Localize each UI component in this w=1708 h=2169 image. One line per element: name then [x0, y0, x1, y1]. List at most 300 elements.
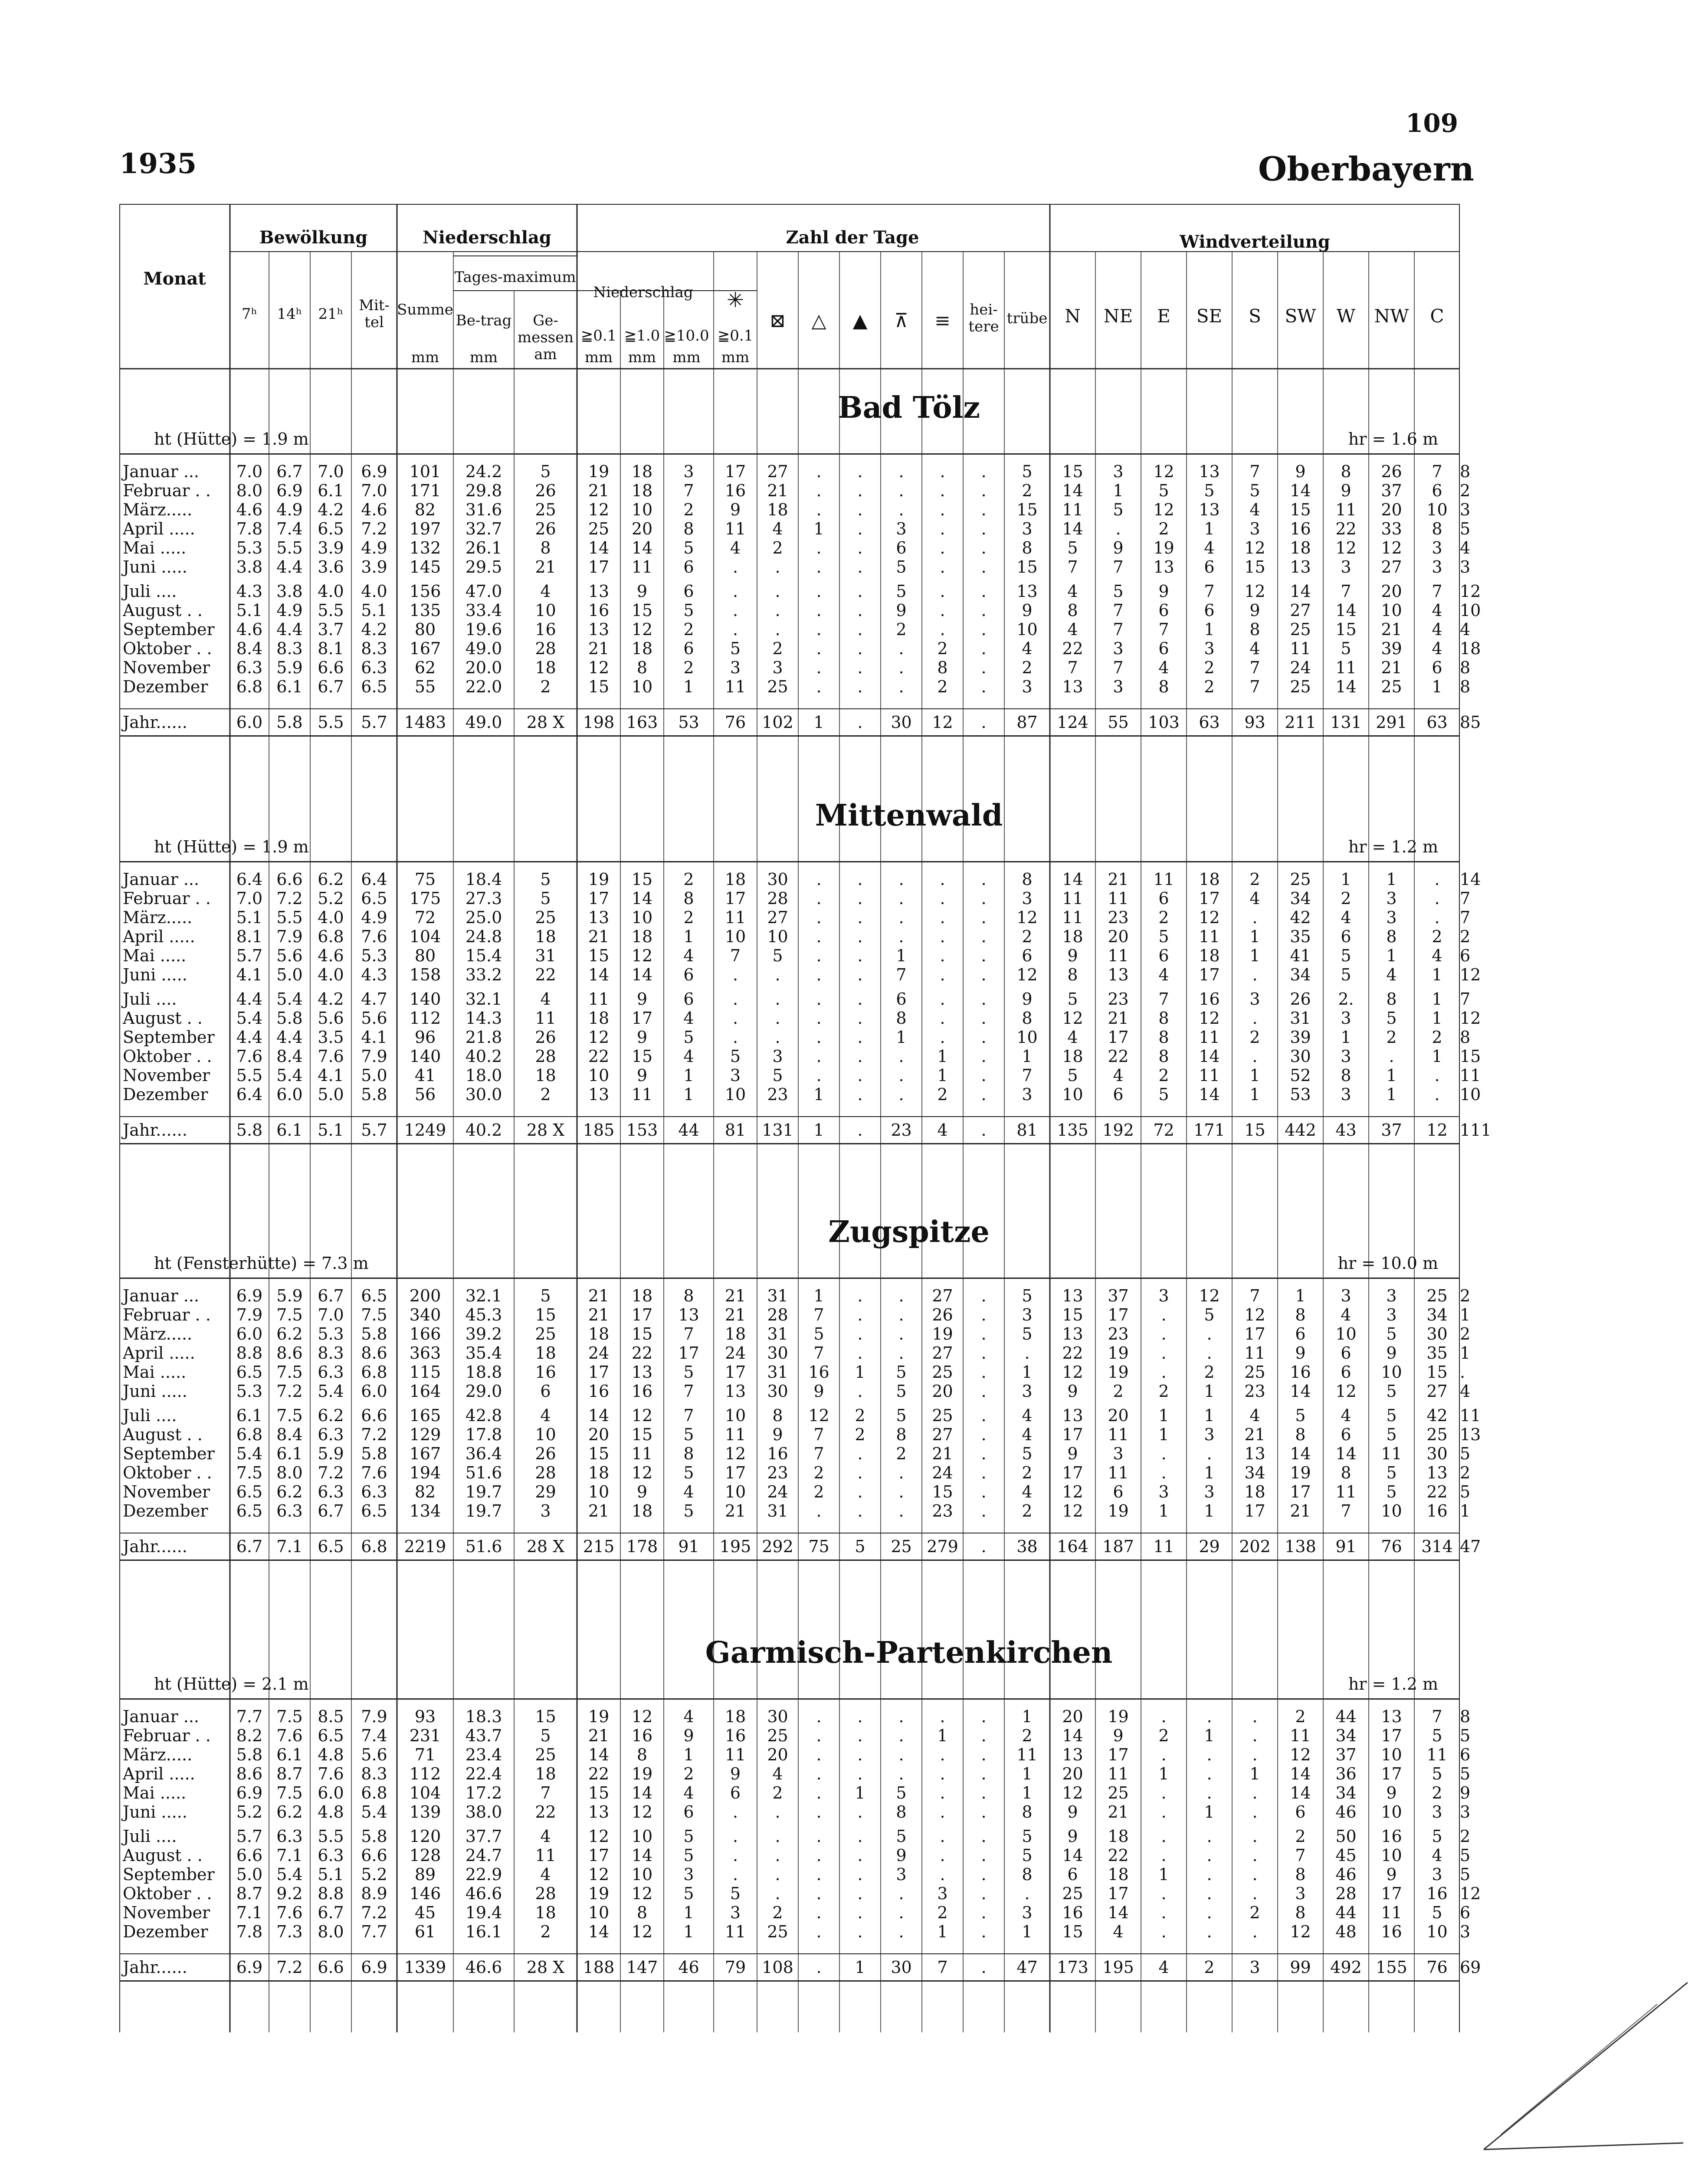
data-cell: 4.2	[361, 620, 387, 639]
data-cell: 10	[631, 1827, 653, 1846]
data-cell: 47.0	[465, 582, 502, 601]
month-label: Mai .....	[123, 538, 187, 557]
data-cell: 19	[1153, 538, 1174, 557]
data-cell: 19	[1290, 1463, 1311, 1482]
data-cell: 29.5	[465, 557, 502, 577]
data-cell: 4.7	[361, 989, 387, 1009]
data-cell: .	[981, 1903, 987, 1922]
data-cell: 23	[1244, 1382, 1265, 1401]
month-label: August . .	[123, 601, 203, 620]
data-cell: 5	[1341, 965, 1351, 984]
data-cell: 2	[937, 677, 948, 696]
data-cell: 46.6	[465, 1884, 502, 1903]
data-cell: 30.0	[465, 1085, 502, 1104]
data-cell: 2	[937, 1085, 948, 1104]
data-cell: 6.0	[361, 1382, 387, 1401]
data-cell: 7.0	[236, 889, 263, 908]
data-cell: 5	[683, 538, 694, 557]
data-cell: 6	[1460, 1903, 1471, 1922]
data-cell: 11	[725, 519, 746, 538]
data-cell: 44	[1335, 1707, 1357, 1726]
data-cell: 7.0	[236, 462, 263, 481]
data-cell: 3	[683, 1865, 694, 1884]
data-cell: 22	[535, 965, 556, 984]
data-cell: .	[1389, 1047, 1394, 1066]
data-cell: 112	[409, 1009, 441, 1028]
data-cell: 6.9	[236, 1286, 263, 1305]
data-cell: .	[898, 1726, 904, 1745]
header-unit-n1: mm	[584, 349, 613, 366]
data-cell: 8	[1158, 1009, 1169, 1028]
data-cell: 42	[1426, 1406, 1448, 1425]
data-cell: 7.9	[361, 1047, 387, 1066]
data-cell: 3	[1022, 1085, 1033, 1104]
data-cell: .	[940, 500, 945, 519]
total-cell: 173	[1057, 1958, 1088, 1977]
data-cell: .	[898, 1482, 904, 1501]
data-cell: 8.7	[276, 1764, 303, 1783]
data-cell: 22	[588, 1764, 610, 1783]
data-cell: 25	[1108, 1783, 1129, 1802]
data-cell: 10	[1381, 1846, 1402, 1865]
data-cell: .	[981, 1406, 987, 1425]
data-cell: 10	[1381, 601, 1402, 620]
section-rule	[119, 453, 1460, 455]
total-cell: 55	[1108, 713, 1129, 732]
data-cell: 15	[588, 946, 610, 965]
month-label: November	[123, 1903, 210, 1922]
data-cell: 15.4	[465, 946, 502, 965]
data-cell: 19	[1108, 1363, 1129, 1382]
data-cell: 27	[1381, 557, 1402, 577]
data-cell: 4.1	[361, 1028, 387, 1047]
data-cell: 5	[1386, 1463, 1397, 1482]
data-cell: 18.4	[465, 870, 502, 889]
data-cell: 2	[1204, 677, 1215, 696]
data-cell: .	[981, 1827, 987, 1846]
data-cell: 5	[1022, 1827, 1033, 1846]
data-cell: 10	[1062, 1085, 1083, 1104]
data-cell: 3	[1386, 1305, 1397, 1324]
data-cell: .	[816, 639, 822, 658]
data-cell: .	[1206, 1343, 1212, 1363]
data-cell: 12	[1244, 538, 1265, 557]
data-cell: .	[1024, 1343, 1030, 1363]
data-cell: 1	[683, 1066, 694, 1085]
data-cell: 6.3	[236, 658, 263, 677]
data-cell: 120	[409, 1827, 441, 1846]
data-cell: 6	[1113, 1085, 1124, 1104]
data-cell: 6.1	[276, 677, 303, 696]
header-unit-betrag: mm	[469, 349, 498, 366]
data-cell: 21	[1290, 1501, 1311, 1520]
data-cell: 26	[535, 519, 556, 538]
data-cell: 12	[1062, 1009, 1083, 1028]
data-cell: 6.6	[276, 870, 303, 889]
data-cell: 8	[937, 658, 948, 677]
data-cell: 115	[409, 1363, 441, 1382]
data-cell: 3	[1113, 677, 1124, 696]
data-cell: 4	[1432, 620, 1442, 639]
data-cell: 12	[1199, 908, 1220, 927]
month-label: Oktober . .	[123, 1047, 212, 1066]
data-cell: 7.5	[361, 1305, 387, 1324]
data-cell: 9	[772, 1425, 783, 1444]
data-cell: 1	[1204, 1802, 1215, 1822]
data-cell: 5.8	[361, 1085, 387, 1104]
data-cell: .	[732, 620, 738, 639]
data-cell: 1	[1158, 1501, 1169, 1520]
total-cell: 91	[1335, 1537, 1357, 1556]
data-cell: 8	[636, 1745, 648, 1764]
data-cell: 9	[1022, 989, 1033, 1009]
total-cell: 28 X	[526, 1958, 565, 1977]
data-cell: 31.6	[465, 500, 502, 519]
fog-icon: ≡	[934, 310, 951, 332]
data-cell: 14	[1335, 1444, 1357, 1463]
data-cell: 6.3	[361, 1482, 387, 1501]
data-cell: 13	[725, 1382, 746, 1401]
month-label: Januar ...	[123, 1707, 199, 1726]
data-cell: .	[732, 1865, 738, 1884]
data-cell: .	[940, 1707, 945, 1726]
data-cell: 26	[1290, 989, 1311, 1009]
data-cell: 6.7	[318, 1286, 344, 1305]
data-cell: 11	[631, 1444, 653, 1463]
header-betrag: Be-trag	[456, 312, 512, 329]
data-cell: 7	[1158, 620, 1169, 639]
data-cell: 10	[535, 1425, 556, 1444]
data-cell: 8	[1460, 658, 1471, 677]
data-cell: 20	[1381, 582, 1402, 601]
data-cell: 7.6	[361, 1463, 387, 1482]
data-cell: 1	[1249, 927, 1260, 946]
station-title: Bad Tölz	[837, 390, 980, 425]
data-cell: 5.4	[361, 1802, 387, 1822]
data-cell: 5	[896, 1406, 907, 1425]
data-cell: .	[981, 601, 987, 620]
data-cell: .	[857, 1463, 863, 1482]
total-cell: 29	[1199, 1537, 1220, 1556]
data-cell: 4	[1022, 1406, 1033, 1425]
data-cell: 146	[409, 1884, 441, 1903]
data-cell: 14	[1335, 601, 1357, 620]
data-cell: 21	[535, 557, 556, 577]
data-cell: 1	[1249, 1764, 1260, 1783]
data-cell: 46	[1335, 1865, 1357, 1884]
data-cell: 6.6	[361, 1406, 387, 1425]
data-cell: 2	[1158, 1382, 1169, 1401]
header-wind-nw: NW	[1374, 305, 1409, 327]
data-cell: .	[981, 1085, 987, 1104]
data-cell: 17	[1062, 1425, 1083, 1444]
data-cell: .	[981, 462, 987, 481]
data-cell: 8.6	[276, 1343, 303, 1363]
data-cell: 15	[588, 1783, 610, 1802]
data-cell: 14	[631, 965, 653, 984]
total-cell: 202	[1239, 1537, 1271, 1556]
data-cell: 6	[1022, 946, 1033, 965]
total-rule	[119, 708, 1460, 709]
data-cell: 1	[1204, 1406, 1215, 1425]
data-cell: 4.0	[361, 582, 387, 601]
data-cell: 24	[767, 1482, 788, 1501]
data-cell: 4.4	[276, 1028, 303, 1047]
data-cell: 1	[1204, 620, 1215, 639]
data-cell: 1	[1432, 965, 1442, 984]
data-cell: 171	[409, 481, 441, 500]
data-cell: 14	[631, 538, 653, 557]
data-cell: .	[981, 989, 987, 1009]
data-cell: 5.3	[236, 1382, 263, 1401]
data-cell: 2	[683, 1764, 694, 1783]
data-cell: 5.8	[361, 1444, 387, 1463]
data-cell: 15	[1062, 1305, 1083, 1324]
data-cell: 8	[683, 1444, 694, 1463]
data-cell: 6	[1158, 889, 1169, 908]
data-cell: 6.9	[276, 481, 303, 500]
data-cell: 14	[588, 538, 610, 557]
data-cell: 30	[1290, 1047, 1311, 1066]
data-cell: .	[1115, 519, 1121, 538]
data-cell: 7	[1460, 889, 1471, 908]
total-cell: 76	[1381, 1537, 1402, 1556]
total-cell: 1339	[404, 1958, 446, 1977]
total-cell: 47	[1460, 1537, 1481, 1556]
month-label: November	[123, 1066, 210, 1085]
data-cell: 5	[540, 870, 551, 889]
data-cell: 6.5	[318, 519, 344, 538]
data-cell: 25	[767, 1726, 788, 1745]
data-cell: 2	[1341, 889, 1351, 908]
data-cell: 6.6	[361, 1846, 387, 1865]
data-cell: 10	[725, 1482, 746, 1501]
data-cell: 2	[1022, 1726, 1033, 1745]
data-cell: .	[857, 1726, 863, 1745]
data-cell: 16	[1199, 989, 1220, 1009]
data-cell: 2	[1158, 519, 1169, 538]
data-cell: 6	[1341, 1343, 1351, 1363]
data-cell: 8.4	[236, 639, 263, 658]
data-cell: 16	[725, 1726, 746, 1745]
data-cell: 5.5	[318, 601, 344, 620]
data-cell: 135	[409, 601, 441, 620]
data-cell: 6.8	[361, 1783, 387, 1802]
data-cell: 2	[1295, 1707, 1306, 1726]
data-cell: 5.6	[318, 1009, 344, 1028]
data-cell: 8	[1022, 1865, 1033, 1884]
data-cell: 140	[409, 989, 441, 1009]
data-cell: 166	[409, 1324, 441, 1343]
total-cell: 43	[1335, 1121, 1357, 1140]
data-cell: 12	[588, 1028, 610, 1047]
data-cell: 12	[1335, 538, 1357, 557]
data-cell: 1	[813, 1085, 824, 1104]
data-cell: 5.6	[361, 1745, 387, 1764]
data-cell: 5	[1067, 538, 1078, 557]
data-cell: 175	[409, 889, 441, 908]
data-cell: .	[775, 1846, 780, 1865]
header-bew-21h: 21ʰ	[318, 305, 344, 323]
data-cell: 12	[1153, 462, 1174, 481]
month-label: Februar . .	[123, 481, 211, 500]
total-cell: 2219	[404, 1537, 446, 1556]
data-cell: 26	[535, 1444, 556, 1463]
data-cell: .	[940, 946, 945, 965]
station-hr: hr = 1.2 m	[1348, 1674, 1438, 1694]
data-cell: 5.9	[318, 1444, 344, 1463]
table-header	[119, 204, 1460, 369]
data-cell: 6.5	[236, 1501, 263, 1520]
total-cell: 187	[1102, 1537, 1134, 1556]
data-cell: .	[857, 557, 863, 577]
data-cell: 7	[1204, 582, 1215, 601]
data-cell: 5.1	[361, 601, 387, 620]
data-cell: .	[816, 658, 822, 677]
hail-icon: ▲	[852, 310, 868, 332]
data-cell: 13	[1381, 1707, 1402, 1726]
data-cell: 9	[1386, 1865, 1397, 1884]
data-cell: 7	[1341, 1501, 1351, 1520]
data-cell: 7	[1022, 1066, 1033, 1085]
data-cell: 22	[588, 1047, 610, 1066]
data-cell: 19	[1108, 1501, 1129, 1520]
data-cell: 12	[1460, 1884, 1481, 1903]
data-cell: 7.1	[276, 1846, 303, 1865]
data-cell: 5	[772, 946, 783, 965]
data-cell: 9.2	[276, 1884, 303, 1903]
data-cell: 4.0	[318, 908, 344, 927]
page-number: 109	[1406, 108, 1459, 138]
data-cell: 18	[535, 1343, 556, 1363]
total-cell: .	[857, 1121, 863, 1140]
data-cell: 340	[409, 1305, 441, 1324]
month-label: März.....	[123, 908, 193, 927]
data-cell: 10	[1381, 1745, 1402, 1764]
total-cell: 171	[1193, 1121, 1225, 1140]
data-cell: 6	[896, 989, 907, 1009]
data-cell: 6	[1158, 946, 1169, 965]
header-wind-n: N	[1065, 305, 1081, 327]
data-cell: 7.6	[318, 1764, 344, 1783]
data-cell: 2	[855, 1425, 865, 1444]
data-cell: 4	[1460, 1382, 1471, 1401]
data-cell: .	[857, 927, 863, 946]
data-cell: 4.9	[361, 908, 387, 927]
total-cell: 1483	[404, 713, 446, 732]
data-cell: 5.2	[318, 889, 344, 908]
data-cell: 6	[1341, 1425, 1351, 1444]
total-cell: 6.6	[318, 1958, 344, 1977]
data-cell: 23	[767, 1085, 788, 1104]
data-cell: 18	[1199, 946, 1220, 965]
data-cell: 21	[1381, 658, 1402, 677]
data-cell: 2	[683, 620, 694, 639]
data-cell: 11	[1335, 500, 1357, 519]
data-cell: 167	[409, 639, 441, 658]
data-cell: 4	[1341, 908, 1351, 927]
data-cell: 7.2	[276, 1382, 303, 1401]
data-cell: 82	[414, 1482, 436, 1501]
total-cell: 5.1	[318, 1121, 344, 1140]
data-cell: 4	[1022, 1482, 1033, 1501]
data-cell: 4	[1113, 1922, 1124, 1941]
data-cell: 7.0	[361, 481, 387, 500]
data-cell: 7	[1295, 1846, 1306, 1865]
data-cell: 13	[1244, 1444, 1265, 1463]
data-cell: 5	[1432, 1726, 1442, 1745]
data-cell: .	[1161, 1846, 1167, 1865]
data-cell: 25	[535, 908, 556, 927]
data-cell: .	[1206, 1783, 1212, 1802]
month-label: Juli ....	[123, 1827, 177, 1846]
data-cell: 12	[1244, 1305, 1265, 1324]
total-cell: 155	[1376, 1958, 1407, 1977]
data-cell: 4	[1249, 1406, 1260, 1425]
data-cell: 21	[767, 481, 788, 500]
data-cell: .	[981, 1382, 987, 1401]
data-cell: 4	[1341, 1406, 1351, 1425]
data-cell: 5.4	[236, 1444, 263, 1463]
data-cell: 6	[1460, 1745, 1471, 1764]
data-cell: 12	[588, 1865, 610, 1884]
data-cell: 11	[1016, 1745, 1038, 1764]
data-cell: 12	[808, 1406, 829, 1425]
total-cell: 124	[1057, 713, 1088, 732]
data-cell: 1	[1295, 1286, 1306, 1305]
data-cell: 3	[1341, 1009, 1351, 1028]
data-cell: 49.0	[465, 639, 502, 658]
data-cell: .	[898, 1903, 904, 1922]
total-cell: 28 X	[526, 1537, 565, 1556]
data-cell: .	[981, 557, 987, 577]
data-cell: .	[857, 677, 863, 696]
data-cell: 7.6	[276, 1903, 303, 1922]
data-cell: .	[1161, 1363, 1167, 1382]
total-cell: 46	[678, 1958, 699, 1977]
data-cell: 19	[588, 1884, 610, 1903]
data-cell: 8.4	[276, 1047, 303, 1066]
data-cell: 11	[1199, 927, 1220, 946]
total-cell: 185	[583, 1121, 615, 1140]
station-title: Mittenwald	[815, 798, 1003, 833]
data-cell: .	[857, 1066, 863, 1085]
data-cell: .	[1206, 1846, 1212, 1865]
data-cell: 25	[1062, 1884, 1083, 1903]
data-cell: 6.0	[236, 1324, 263, 1343]
data-cell: 12	[1244, 582, 1265, 601]
data-cell: 11	[1199, 1028, 1220, 1047]
data-cell: 28	[535, 639, 556, 658]
data-cell: 5.5	[318, 1827, 344, 1846]
data-cell: .	[898, 1707, 904, 1726]
data-cell: .	[1252, 1726, 1258, 1745]
data-cell: 52	[1290, 1066, 1311, 1085]
data-cell: 1	[896, 1028, 907, 1047]
data-cell: 2	[1460, 1827, 1471, 1846]
data-cell: 18	[535, 1066, 556, 1085]
data-cell: 2	[1204, 658, 1215, 677]
data-cell: 3	[1113, 462, 1124, 481]
data-cell: 6.5	[361, 1501, 387, 1520]
total-cell: 4	[1158, 1958, 1169, 1977]
data-cell: 2	[1432, 1028, 1442, 1047]
data-cell: 7.7	[361, 1922, 387, 1941]
data-cell: .	[857, 519, 863, 538]
section-rule	[119, 1698, 1460, 1700]
total-cell: 30	[891, 713, 912, 732]
data-cell: 7	[1113, 658, 1124, 677]
